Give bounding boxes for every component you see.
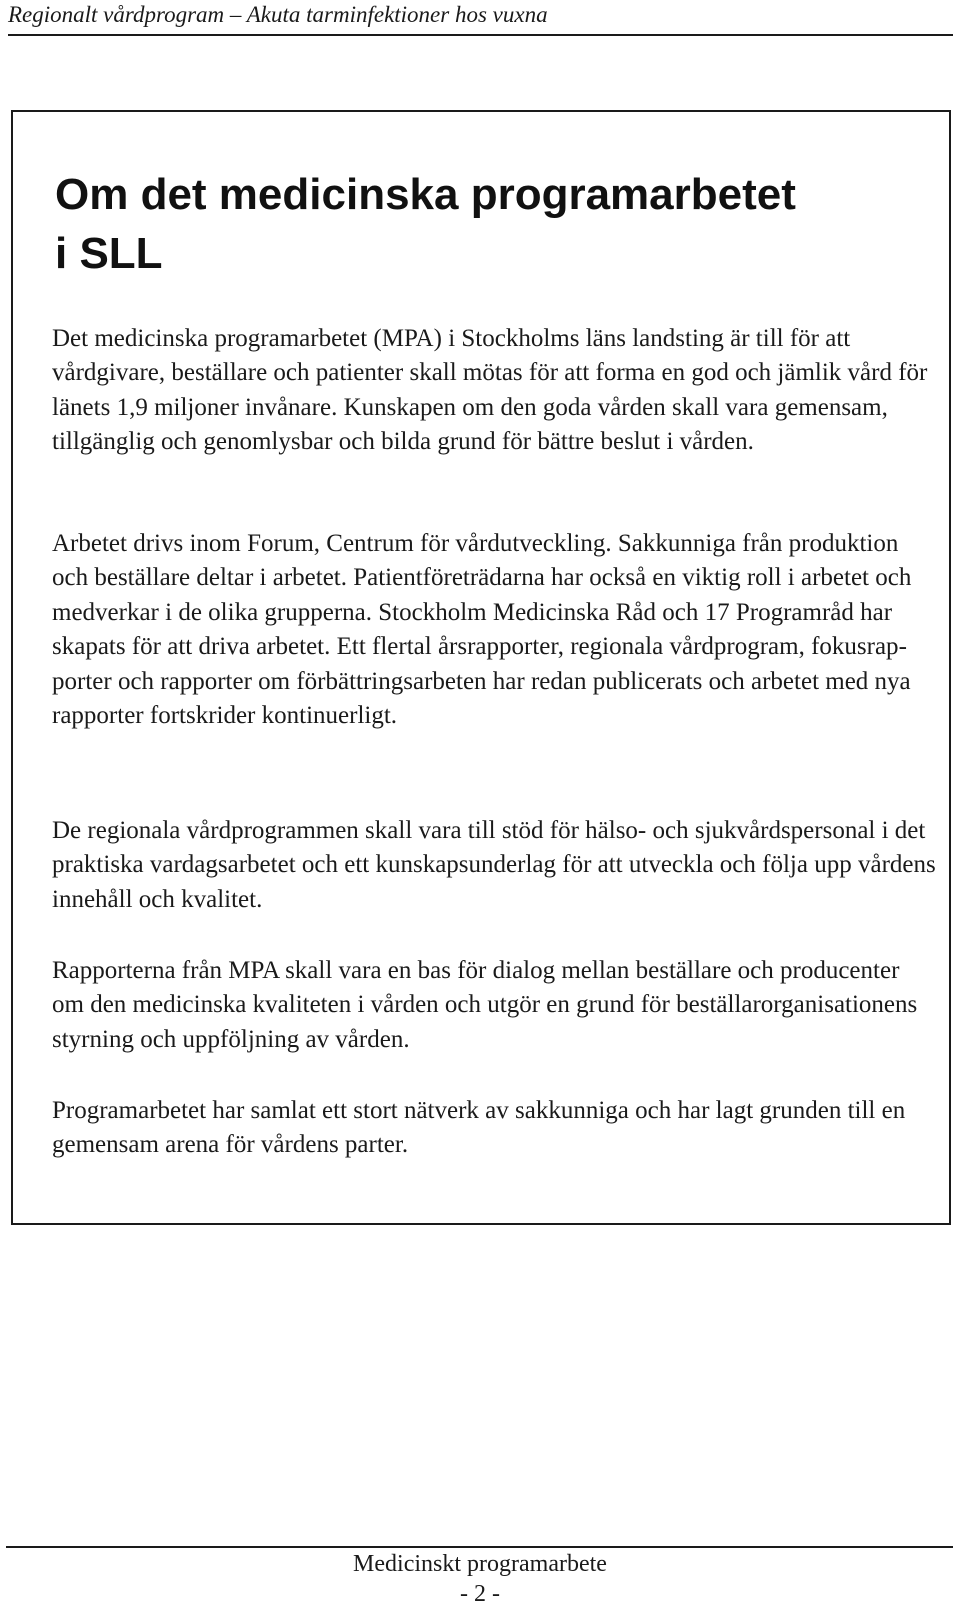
info-box (11, 110, 951, 1225)
section-title (55, 165, 935, 283)
section-title-line2: i SLL (55, 229, 163, 278)
paragraph-reports: Rapporterna från MPA skall vara en bas för dialog mellan beställare och producenter om den medicinska kvaliteten i vården och utgör en grund för beställarorganisationens styrning och uppföljning av vården. (52, 957, 918, 1053)
page-number: - 2 - (460, 1581, 500, 1607)
paragraph-mpa-intro: Det medicinska programarbetet (MPA) i Stockholms läns landsting är till för att vårdgivare, beställare och patienter skall mötas för att forma en god och jämlik vård för länets 1,9 miljoner invånare. Kunskapen om den goda vården skall vara gemensam, tillgänglig och genomlysbar och bilda grund för bättre beslut i vården. (52, 325, 928, 456)
section-title-line1: Om det medicinska programarbetet (55, 170, 796, 219)
paragraph-regional-programs: De regionala vårdprogrammen skall vara till stöd för hälso- och sjukvårdspersonal i det praktiska vardagsarbetet och ett kunskapsunderlag för att utveckla och följa upp vårdens innehåll och kvalitet. (52, 817, 936, 913)
paragraph-network: Programarbetet har samlat ett stort nätverk av sakkunniga och har lagt grunden till en gemensam arena för vårdens parter. (52, 1097, 906, 1159)
running-header: Regionalt vårdprogram – Akuta tarminfektioner hos vuxna (8, 0, 953, 36)
footer-title: Medicinskt programarbete (353, 1551, 607, 1577)
paragraph-forum: Arbetet drivs inom Forum, Centrum för vårdutveckling. Sakkunniga från produktion och beställare deltar i arbetet. Patientföreträdarna har också en viktig roll i arbetet och medverkar i de olika grupperna. Stockholm Medicinska Råd och 17 Programråd har skapats för att driva arbetet. Ett flertal årsrapporter, regionala vårdprogram, fokusrapporter och rapporter om förbättringsarbeten har redan publicerats och arbetet med nya rapporter fortskrider kontinuerligt. (52, 530, 912, 730)
